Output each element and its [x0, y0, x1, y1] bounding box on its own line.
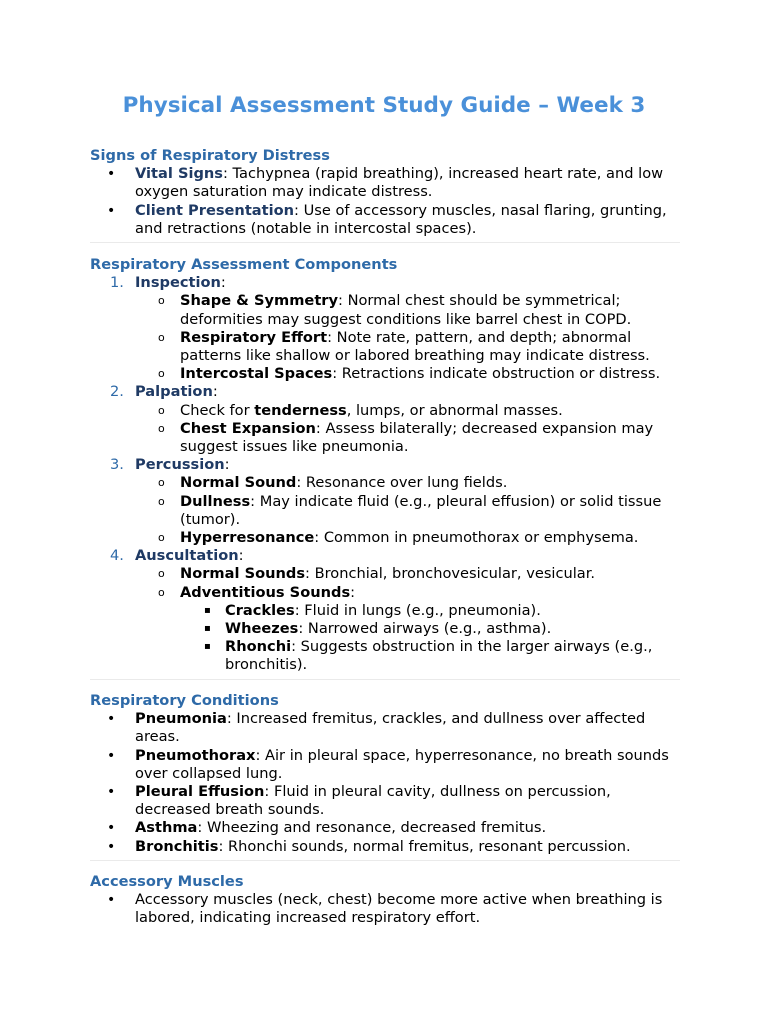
circle-bullet-icon: o — [158, 367, 165, 381]
numbered-item-percussion — [90, 456, 680, 547]
term: Respiratory Effort — [180, 328, 328, 346]
sub-sub-item — [180, 602, 680, 620]
sub-list — [135, 474, 680, 547]
item-title: Inspection — [135, 274, 221, 292]
description: : Use of accessory muscles, nasal flaring, grunting, and retractions (notable in intercostal spaces). — [135, 201, 667, 237]
term: tenderness — [254, 401, 347, 419]
circle-bullet-icon: o — [158, 421, 165, 435]
circle-bullet-icon: o — [158, 585, 165, 599]
term: Bronchitis — [135, 837, 219, 855]
description: : Assess bilaterally; decreased expansion may suggest issues like pneumonia. — [180, 419, 654, 456]
description: : Narrowed airways (e.g., asthma). — [298, 620, 552, 638]
description: : Resonance over lung fields. — [296, 474, 508, 492]
term: Crackles — [225, 601, 295, 619]
term: Chest Expansion — [180, 419, 316, 437]
colon: : — [224, 456, 230, 474]
description: : Increased fremitus, crackles, and dullness over affected areas. — [135, 710, 646, 746]
description: : Note rate, pattern, and depth; abnormal patterns like shallow or labored breathing may indicate distress. — [180, 328, 650, 365]
document-title: Physical Assessment Study Guide – Week 3 — [122, 93, 646, 118]
section-heading: Signs of Respiratory Distress — [90, 147, 330, 164]
sub-item — [135, 292, 680, 328]
section-heading: Accessory Muscles — [90, 873, 244, 890]
sub-item — [135, 565, 680, 583]
item-number: 4. — [110, 547, 124, 565]
list-item — [90, 710, 680, 746]
description: : Tachypnea (rapid breathing), increased heart rate, and low oxygen saturation may indicate distress. — [135, 165, 664, 201]
term: Shape & Symmetry — [180, 292, 339, 310]
prefix: Check for — [180, 401, 255, 419]
term: Pneumonia — [135, 710, 227, 728]
item-number: 2. — [110, 383, 124, 401]
list-item — [90, 747, 680, 783]
list-item — [90, 891, 680, 927]
term: Rhonchi — [225, 638, 292, 656]
sub-item — [135, 365, 680, 383]
colon: : — [212, 383, 218, 401]
circle-bullet-icon: o — [158, 494, 165, 508]
sub-item — [135, 329, 680, 365]
distress-list — [90, 165, 680, 238]
term: Normal Sounds — [180, 565, 306, 583]
item-number: 1. — [110, 274, 124, 292]
circle-bullet-icon: o — [158, 531, 165, 545]
section-assessment-components — [90, 256, 680, 680]
bullet-icon: • — [107, 820, 116, 837]
square-bullet-icon: ▪ — [204, 623, 211, 635]
divider — [90, 679, 680, 680]
sub-item — [135, 474, 680, 492]
term: Pleural Effusion — [135, 783, 265, 801]
term: Intercostal Spaces — [180, 365, 333, 383]
list-item — [90, 838, 680, 856]
term: Pneumothorax — [135, 746, 256, 764]
description: : Suggests obstruction in the larger airways (e.g., bronchitis). — [225, 638, 653, 674]
sub-sub-list — [180, 602, 680, 675]
description: , lumps, or abnormal masses. — [346, 401, 563, 419]
term: Dullness — [180, 492, 251, 510]
description: : Air in pleural space, hyperresonance, no breath sounds over collapsed lung. — [135, 746, 669, 782]
description: : Common in pneumothorax or emphysema. — [314, 529, 639, 547]
bullet-icon: • — [107, 166, 116, 183]
description: : Fluid in pleural cavity, dullness on percussion, decreased breath sounds. — [135, 783, 611, 819]
circle-bullet-icon: o — [158, 476, 165, 490]
section-heading: Respiratory Assessment Components — [90, 256, 398, 273]
list-item — [90, 165, 680, 201]
term: Vital Signs — [135, 165, 223, 183]
bullet-icon: • — [107, 784, 116, 801]
sub-list — [135, 565, 680, 674]
term: Adventitious Sounds — [180, 583, 351, 601]
bullet-icon: • — [107, 838, 116, 855]
bullet-icon: • — [107, 747, 116, 764]
numbered-item-auscultation — [90, 547, 680, 674]
sub-item — [135, 584, 680, 675]
term: Hyperresonance — [180, 529, 315, 547]
circle-bullet-icon: o — [158, 567, 165, 581]
description: : — [350, 583, 356, 601]
components-list — [90, 274, 680, 674]
divider — [90, 860, 680, 861]
bullet-icon: • — [107, 892, 116, 909]
numbered-item-inspection — [90, 274, 680, 383]
description: : Rhonchi sounds, normal fremitus, resonant percussion. — [218, 837, 631, 855]
sub-item — [135, 402, 680, 420]
term: Asthma — [135, 819, 198, 837]
description: : Retractions indicate obstruction or distress. — [332, 365, 661, 383]
circle-bullet-icon: o — [158, 330, 165, 344]
circle-bullet-icon: o — [158, 294, 165, 308]
section-respiratory-conditions — [90, 692, 680, 861]
term: Wheezes — [225, 620, 299, 638]
sub-item — [135, 420, 680, 456]
item-title: Palpation — [135, 383, 213, 401]
description: : Fluid in lungs (e.g., pneumonia). — [294, 601, 541, 619]
description: : Wheezing and resonance, decreased fremitus. — [197, 819, 547, 837]
description: : Bronchial, bronchovesicular, vesicular. — [305, 565, 596, 583]
divider — [90, 242, 680, 243]
sub-sub-item — [180, 638, 680, 674]
list-item — [90, 819, 680, 837]
square-bullet-icon: ▪ — [204, 641, 211, 653]
square-bullet-icon: ▪ — [204, 604, 211, 616]
term: Client Presentation — [135, 201, 295, 219]
section-respiratory-distress — [90, 147, 680, 243]
list-item — [90, 202, 680, 238]
conditions-list — [90, 710, 680, 856]
colon: : — [238, 547, 244, 565]
bullet-icon: • — [107, 202, 116, 219]
section-accessory-muscles — [90, 873, 680, 928]
description: : May indicate fluid (e.g., pleural effusion) or solid tissue (tumor). — [180, 492, 662, 528]
circle-bullet-icon: o — [158, 403, 165, 417]
term: Normal Sound — [180, 474, 297, 492]
list-item — [90, 783, 680, 819]
sub-list — [135, 402, 680, 457]
sub-list — [135, 292, 680, 383]
accessory-list — [90, 891, 680, 927]
colon: : — [220, 274, 226, 292]
numbered-item-palpation — [90, 383, 680, 456]
description: : Normal chest should be symmetrical; deformities may suggest conditions like barrel chest in COPD. — [180, 292, 632, 328]
sub-sub-item — [180, 620, 680, 638]
description: Accessory muscles (neck, chest) become more active when breathing is labored, indicating increased respiratory effort. — [135, 891, 663, 927]
item-title: Percussion — [135, 456, 225, 474]
item-title: Auscultation — [135, 547, 239, 565]
item-number: 3. — [110, 456, 124, 474]
sub-item — [135, 529, 680, 547]
section-heading: Respiratory Conditions — [90, 692, 279, 709]
bullet-icon: • — [107, 711, 116, 728]
sub-item — [135, 493, 680, 529]
